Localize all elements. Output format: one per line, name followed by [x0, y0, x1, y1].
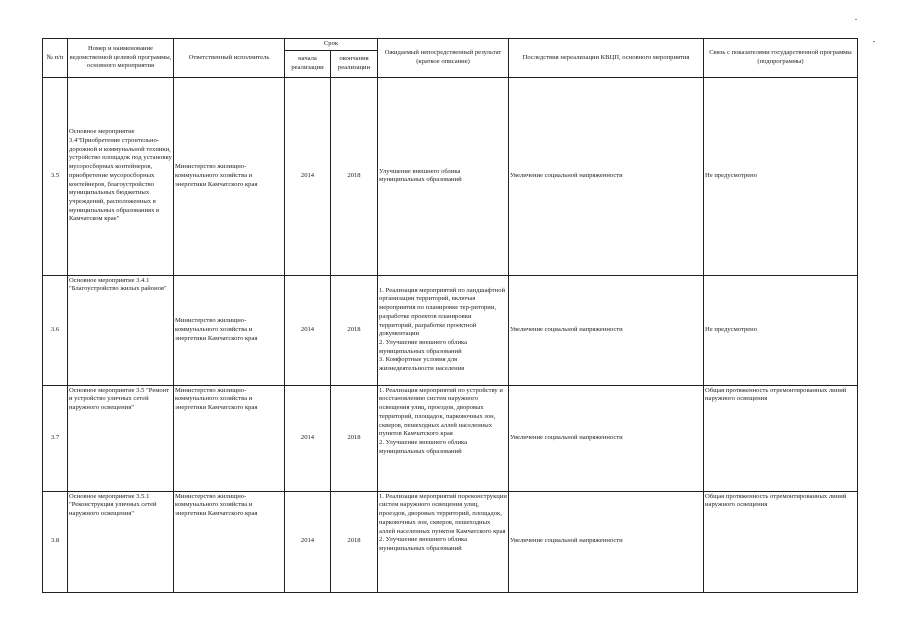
- header-name: Номер и наименование ведомственной целевой программы, основного мероприятия: [68, 39, 174, 78]
- row-result: 1. Реализация мероприятий по устройству и восстановлению систем наружного освещения улиц, проездов, дворовых территорий, площадок, парковочных зон, скверов, пешеходных аллей населенных пунктов Камчатского края 2. Улучшение внешнего облика муниципальных образований: [378, 385, 509, 491]
- row-end: 2018: [331, 275, 378, 385]
- row-num: 3.5: [43, 77, 68, 275]
- row-consequences: Увеличение социальной напряженности: [509, 77, 704, 275]
- row-num: 3.6: [43, 275, 68, 385]
- row-num: 3.8: [43, 491, 68, 592]
- row-end: 2018: [331, 385, 378, 491]
- row-result: Улучшение внешнего облика муниципальных образований: [378, 77, 509, 275]
- table-row: [43, 275, 858, 385]
- row-end: 2018: [331, 77, 378, 275]
- row-name: Основное мероприятие 3.5 "Ремонт и устройство уличных сетей наружного освещения": [68, 385, 174, 491]
- scan-speck: [855, 19, 857, 20]
- program-table: [42, 38, 858, 593]
- row-num: 3.7: [43, 385, 68, 491]
- header-executor: Ответственный исполнитель: [174, 39, 285, 78]
- header-row: [43, 39, 858, 51]
- row-executor: Министерство жилищно-коммунального хозяйства и энергетики Камчатского края: [174, 385, 285, 491]
- row-name: Основное мероприятие 3.4.1 "Благоустройство жилых районов": [68, 275, 174, 385]
- row-start: 2014: [285, 275, 331, 385]
- row-consequences: Увеличение социальной напряженности: [509, 385, 704, 491]
- row-executor: Министерство жилищно-коммунального хозяйства и энергетики Камчатского края: [174, 275, 285, 385]
- row-result: 1. Реализация мероприятий по ландшафтной организации территорий, включая мероприятия по планировке тер-ритории, разработке проектов планировки территорий, разработке проектной документации 2. Улучшение внешнего облика муниципальных образований 3. Комфортные условия для жизнедеятельности населения: [378, 275, 509, 385]
- header-start: начала реализации: [285, 50, 331, 77]
- row-start: 2014: [285, 385, 331, 491]
- header-result: Ожидаемый непосредственный результат (краткое описание): [378, 39, 509, 78]
- row-link: Не предусмотрено: [704, 77, 858, 275]
- document-sheet: [42, 38, 857, 593]
- row-executor: Министерство жилищно-коммунального хозяйства и энергетики Камчатского края: [174, 77, 285, 275]
- table-row: [43, 385, 858, 491]
- row-start: 2014: [285, 77, 331, 275]
- header-link: Связь с показателями государственной программы (подпрограммы): [704, 39, 858, 78]
- header-num: № п/п: [43, 39, 68, 78]
- row-name: Основное мероприятие 3.4"Приобретение строительно-дорожной и коммунальной техники, устройство площадок под установку мусоросборных контейнеров, приобретение мусоросборных контейнеров, благоустройство муниципальных бюджетных учреждений, расположенных в муниципальных образованиях в Камчатском крае": [68, 77, 174, 275]
- row-consequences: Увеличение социальной напряженности: [509, 491, 704, 592]
- row-link: Общая протяженность отремонтированных линий наружного освещения: [704, 491, 858, 592]
- row-start: 2014: [285, 491, 331, 592]
- row-consequences: Увеличение социальной напряженности: [509, 275, 704, 385]
- table-row: [43, 491, 858, 592]
- row-name: Основное мероприятие 3.5.1 "Реконструкция уличных сетей наружного освещения": [68, 491, 174, 592]
- row-result: 1. Реализация мероприятий пореконструкции систем наружного освещения улиц, проездов, дворовых территорий, площадок, парковочных зон, скверов, пешеходных аллей населенных пунктов Камчатского края 2. Улучшение внешнего облика муниципальных образований: [378, 491, 509, 592]
- header-end: окончания реализации: [331, 50, 378, 77]
- scan-speck: [873, 41, 875, 42]
- row-end: 2018: [331, 491, 378, 592]
- header-consequences: Последствия нереализации КВЦП, основного мероприятия: [509, 39, 704, 78]
- row-executor: Министерство жилищно-коммунального хозяйства и энергетики Камчатского края: [174, 491, 285, 592]
- table-row: [43, 77, 858, 275]
- row-link: Общая протяженность отремонтированных линий наружного освещения: [704, 385, 858, 491]
- row-link: Не предусмотрено: [704, 275, 858, 385]
- header-term: Срок: [285, 39, 378, 51]
